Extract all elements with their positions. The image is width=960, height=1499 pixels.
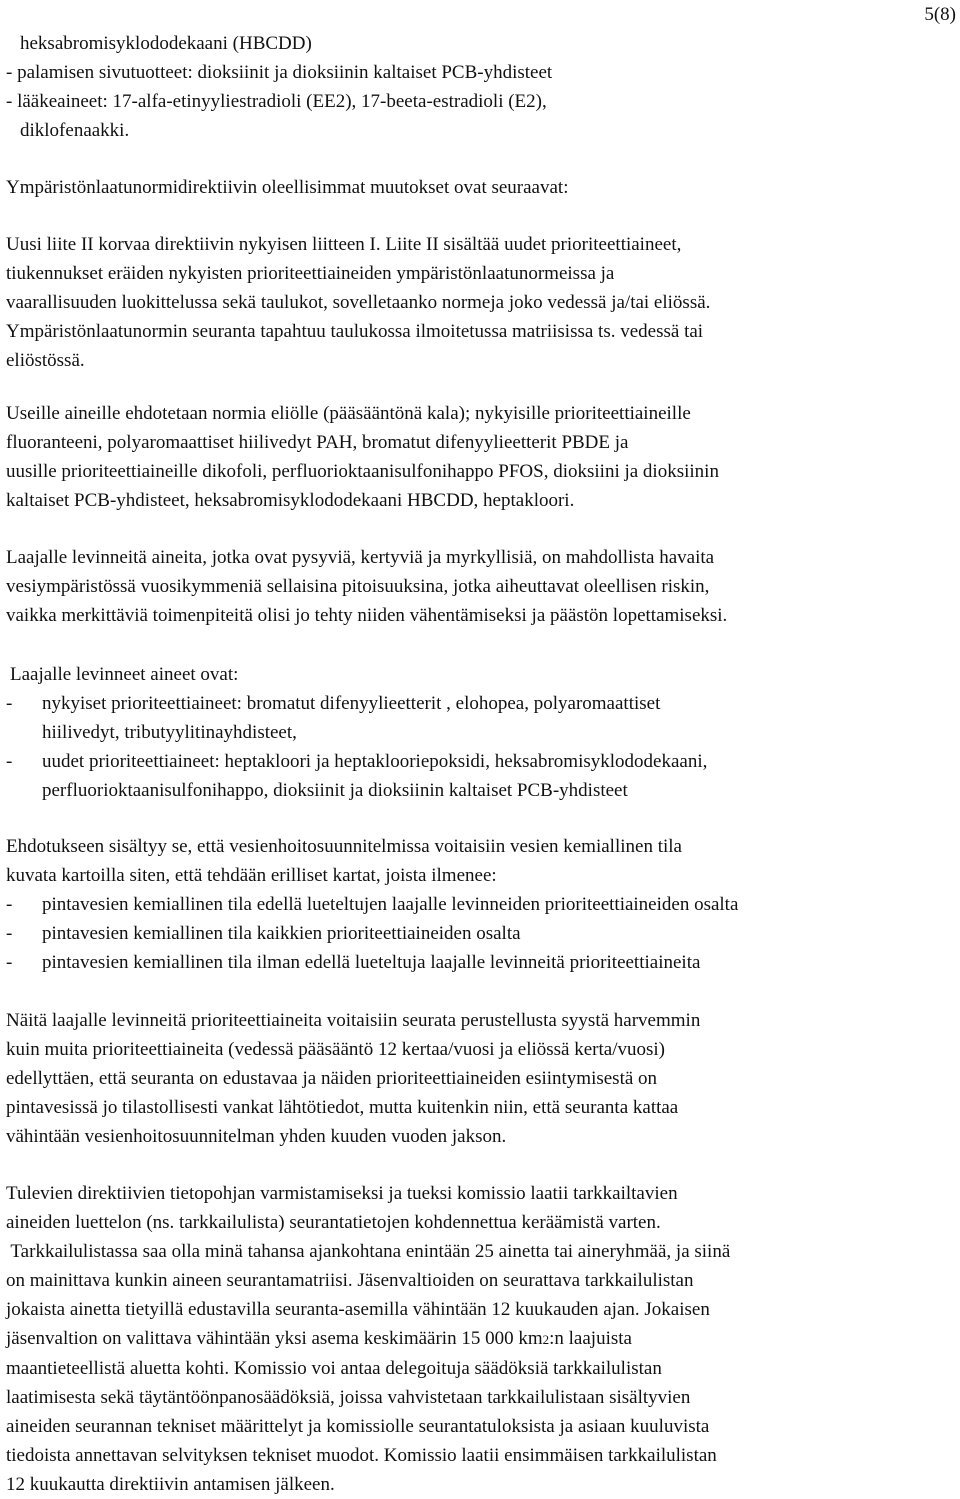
list-item-text: hiilivedyt, tributyylitinayhdisteet, [42,722,297,743]
paragraph-line: Ympäristönlaatunormin seuranta tapahtuu taulukossa ilmoitetussa matriisissa ts. vedessä tai [6,321,704,342]
paragraph-changes-intro [6,173,956,202]
paragraph-line: laatimisesta sekä täytäntöönpanosäädöksiä, joissa vahvistetaan tarkkailulistaan sisältyvien [6,1387,691,1408]
paragraph-line: uusille prioriteettiaineille dikofoli, perfluorioktaanisulfonihappo PFOS, dioksiini ja dioksiinin [6,461,719,482]
list-item: heksabromisyklododekaani (HBCDD) [20,33,312,54]
paragraph-line: kaltaiset PCB-yhdisteet, heksabromisyklododekaani HBCDD, heptakloori. [6,490,575,511]
list-item [6,747,956,776]
list-dash: - [6,894,13,915]
list-item-text: pintavesien kemiallinen tila ilman edellä lueteltuja laajalle levinneitä prioriteettiaineita [42,952,701,973]
paragraph-line: fluoranteeni, polyaromaattiset hiilivedyt PAH, bromatut difenyylieetterit PBDE ja [6,432,629,453]
paragraph-line: vaarallisuuden luokittelussa sekä taulukot, sovelletaanko normeja joko vedessä ja/tai eliössä. [6,292,711,313]
paragraph-line: aineiden seurannan tekniset määrittelyt ja komissiolle seurantatuloksista ja asiaan kuuluvista [6,1416,710,1437]
list-item [6,919,956,948]
paragraph-annex [6,230,956,375]
paragraph-line: kuvata kartoilla siten, että tehdään erilliset kartat, joista ilmenee: [6,865,497,886]
list-heading: Laajalle levinneet aineet ovat: [10,664,239,685]
km-text-after: :n laajuista [549,1328,632,1349]
paragraph-line: aineiden luettelon (ns. tarkkailulista) seurantatietojen kohdennettua keräämistä varten. [6,1212,661,1233]
list-dash: - [6,751,13,772]
paragraph-line: vesiympäristössä vuosikymmeniä sellaisina pitoisuuksina, jotka aiheuttavat oleellisen riskin, [6,576,710,597]
km-text-before: jäsenvaltion on valittava vähintään yksi asema keskimäärin 15 000 km [6,1328,543,1349]
paragraph-line: Laajalle levinneitä aineita, jotka ovat pysyviä, kertyviä ja myrkyllisiä, on mahdollista havaita [6,547,715,568]
km-subscript: 2 [542,1332,550,1347]
list-dash: - [6,693,13,714]
paragraph-biota-norms [6,399,956,515]
paragraph-ubiquitous-list [6,660,956,805]
paragraph-line: pintavesissä jo tilastollisesti vankat lähtötiedot, mutta kuitenkin niin, että seuranta kattaa [6,1097,679,1118]
paragraph-line: jokaista ainetta tietyillä edustavilla seuranta-asemilla vähintään 12 kuukauden ajan. Jokaisen [6,1299,710,1320]
paragraph-line: edellyttäen, että seuranta on edustavaa ja näiden prioriteettiaineiden esiintymisestä on [6,1068,658,1089]
paragraph-line: maantieteellistä aluetta kohti. Komissio voi antaa delegoituja säädöksiä tarkkailulistan [6,1358,662,1379]
list-item: - lääkeaineet: 17-alfa-etinyyliestradioli (EE2), 17-beeta-estradioli (E2), [6,91,547,112]
list-dash: - [6,923,13,944]
list-dash: - [6,952,13,973]
paragraph-monitoring [6,1006,956,1151]
paragraph-line: Ympäristönlaatunormidirektiivin oleellisimmat muutokset ovat seuraavat: [6,177,569,198]
paragraph-ubiquitous [6,543,956,630]
list-item [6,948,956,977]
list-item [6,890,956,919]
paragraph-line: Tulevien direktiivien tietopohjan varmistamiseksi ja tueksi komissio laatii tarkkailtavien [6,1183,678,1204]
paragraph-line: vaikka merkittäviä toimenpiteitä olisi jo tehty niiden vähentämiseksi ja päästön lopettamiseksi. [6,605,728,626]
list-item-text: pintavesien kemiallinen tila edellä lueteltujen laajalle levinneiden prioriteettiaineiden osalta [42,894,739,915]
paragraph-line: eliöstössä. [6,350,85,371]
list-item: - palamisen sivutuotteet: dioksiinit ja dioksiinin kaltaiset PCB-yhdisteet [6,62,553,83]
paragraph-line: Uusi liite II korvaa direktiivin nykyisen liitteen I. Liite II sisältää uudet prioriteettiaineet, [6,234,682,255]
paragraph-line: Tarkkailulistassa saa olla minä tahansa ajankohtana enintään 25 ainetta tai aineryhmää, ja siinä [6,1241,731,1262]
list-item-text: pintavesien kemiallinen tila kaikkien prioriteettiaineiden osalta [42,923,521,944]
paragraph-line: kuin muita prioriteettiaineita (vedessä pääsääntö 12 kertaa/vuosi ja eliössä kerta/vuosi) [6,1039,665,1060]
list-item: diklofenaakki. [20,120,130,141]
paragraph-watch-list [6,1179,956,1499]
paragraph-line: tiukennukset eräiden nykyisten prioriteettiaineiden ympäristönlaatunormeissa ja [6,263,615,284]
intro-list [6,29,956,145]
paragraph-maps [6,832,956,977]
list-item-text: uudet prioriteettiaineet: heptakloori ja heptaklooriepoksidi, heksabromisyklododekaani, [42,751,708,772]
paragraph-line: vähintään vesienhoitosuunnitelman yhden kuuden vuoden jakson. [6,1126,507,1147]
paragraph-line [6,1324,956,1354]
list-item-text: perfluorioktaanisulfonihappo, dioksiinit ja dioksiinin kaltaiset PCB-yhdisteet [42,780,628,801]
paragraph-line: Useille aineille ehdotetaan normia eliölle (pääsääntönä kala); nykyisille prioriteettiaineille [6,403,691,424]
list-item [6,689,956,718]
paragraph-line: Näitä laajalle levinneitä prioriteettiaineita voitaisiin seurata perustellusta syystä harvemmin [6,1010,701,1031]
page-number: 5(8) [924,4,956,25]
paragraph-line: Ehdotukseen sisältyy se, että vesienhoitosuunnitelmissa voitaisiin vesien kemiallinen tila [6,836,682,857]
paragraph-line: 12 kuukautta direktiivin antamisen jälkeen. [6,1474,335,1495]
paragraph-line: on mainittava kunkin aineen seurantamatriisi. Jäsenvaltioiden on seurattava tarkkailulistan [6,1270,694,1291]
list-item-text: nykyiset prioriteettiaineet: bromatut difenyylieetterit , elohopea, polyaromaattiset [42,693,661,714]
paragraph-line: tiedoista annettavan selvityksen tekniset muodot. Komissio laatii ensimmäisen tarkkailulistan [6,1445,717,1466]
